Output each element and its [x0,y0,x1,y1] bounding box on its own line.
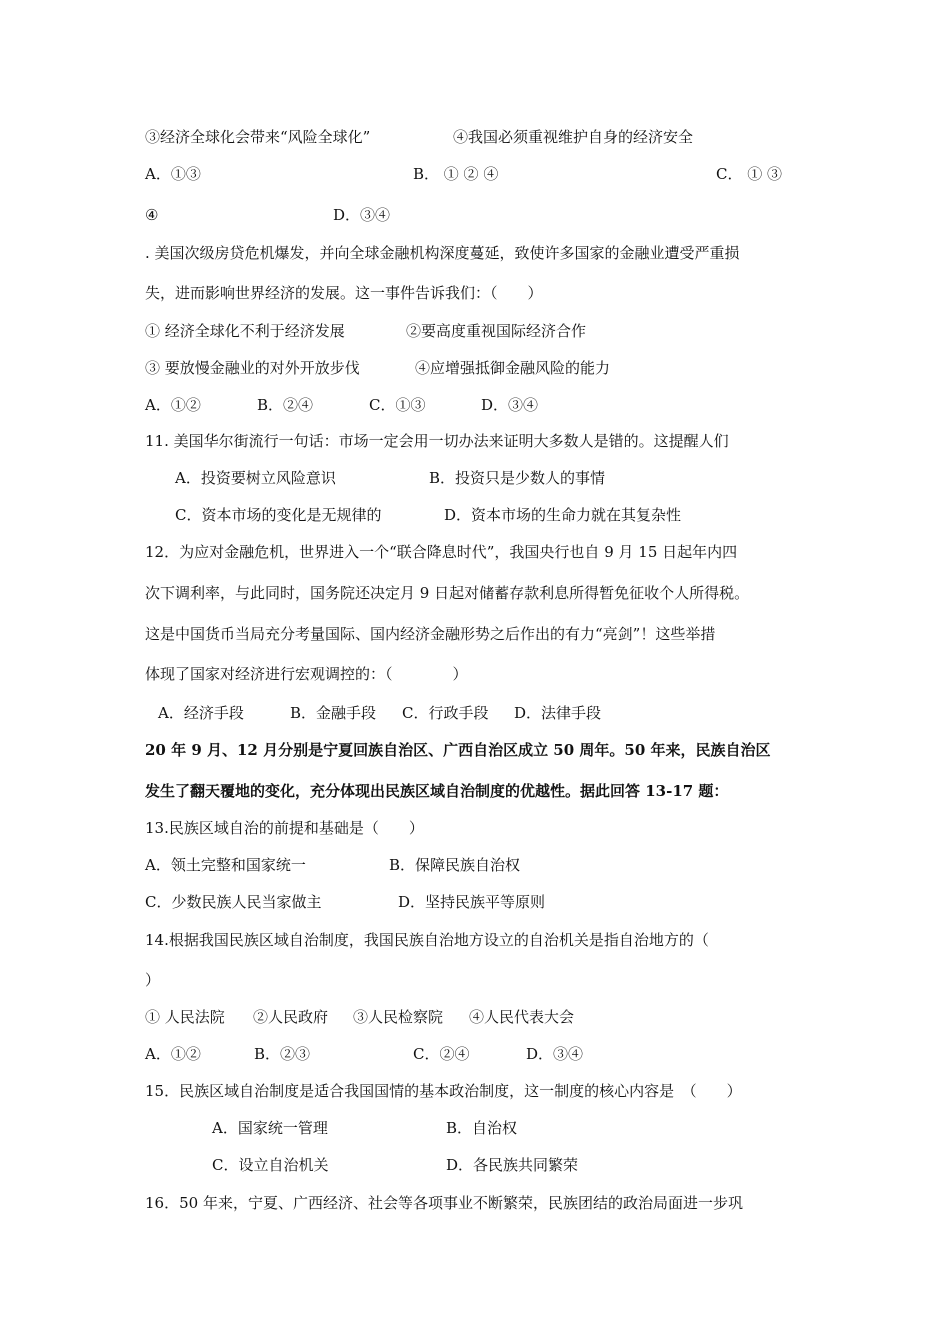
option-c: C．行政手段 [402,704,489,722]
statement: ① 经济全球化不利于经济发展 [145,322,345,340]
option-b: B．投资只是少数人的事情 [429,469,606,487]
statement: ③人民检察院 [353,1008,444,1026]
question-12: 次下调利率，与此同时，国务院还决定月 9 日起对储蓄存款利息所得暂免征收个人所得税。 [145,584,750,602]
option-c: C．①③ [369,396,426,414]
question-12: 12．为应对金融危机，世界进入一个“联合降息时代”，我国央行也自 9 月 15 日起年内四 [145,543,738,561]
option-c: C．②④ [413,1045,470,1063]
option-a: A．投资要树立风险意识 [175,469,336,487]
option-d: D．③④ [333,206,391,224]
option-d: D．③④ [526,1045,584,1063]
option-d: D．坚持民族平等原则 [398,893,546,911]
statement: ④应增强抵御金融风险的能力 [415,359,611,377]
option-d: D．各民族共同繁荣 [446,1156,579,1174]
statement: ②人民政府 [253,1008,329,1026]
option-c-continued: ④ [145,206,159,224]
question-stem: 失，进而影响世界经济的发展。这一事件告诉我们：（ ） [145,284,543,302]
option-b: B． ① ② ④ [413,165,499,183]
option-a: A．经济手段 [158,704,244,722]
question-14: ） [145,971,161,989]
question-15: 15．民族区域自治制度是适合我国国情的基本政治制度，这一制度的核心内容是 （ ） [145,1082,742,1100]
option-b: B．自治权 [446,1119,518,1137]
statement: ④人民代表大会 [469,1008,575,1026]
question-16: 16．50 年来，宁夏、广西经济、社会等各项事业不断繁荣，民族团结的政治局面进一步巩 [145,1194,743,1212]
option-a: A．①② [145,1045,201,1063]
option-c: C．少数民族人民当家做主 [145,893,322,911]
section-intro: 发生了翻天覆地的变化，充分体现出民族区域自治制度的优越性。据此回答 13-17 题： [145,782,729,800]
statement: ① 人民法院 [145,1008,225,1026]
option-a: A．①③ [145,165,201,183]
statement: ③ 要放慢金融业的对外开放步伐 [145,359,360,377]
text-line: ④我国必须重视维护自身的经济安全 [453,128,694,146]
question-12: 体现了国家对经济进行宏观调控的：（ ） [145,665,468,683]
text-line: ③经济全球化会带来“风险全球化” [145,128,371,146]
option-a: A．①② [145,396,201,414]
option-d: D．法律手段 [514,704,602,722]
section-intro: 20 年 9 月、12 月分别是宁夏回族自治区、广西自治区成立 50 周年。50 年来，民族自治区 [145,741,771,759]
option-b: B．金融手段 [290,704,377,722]
statement: ②要高度重视国际经济合作 [406,322,587,340]
option-c: C． ① ③ [716,165,783,183]
option-d: D．③④ [481,396,539,414]
question-stem: . 美国次级房贷危机爆发，并向全球金融机构深度蔓延，致使许多国家的金融业遭受严重损 [145,244,740,262]
question-12: 这是中国货币当局充分考量国际、国内经济金融形势之后作出的有力“亮剑”！这些举措 [145,625,716,643]
option-a: A．国家统一管理 [212,1119,328,1137]
option-b: B．②③ [254,1045,311,1063]
question-11: 11. 美国华尔街流行一句话：市场一定会用一切办法来证明大多数人是错的。这提醒人们 [145,432,729,450]
option-d: D．资本市场的生命力就在其复杂性 [444,506,682,524]
option-c: C．资本市场的变化是无规律的 [175,506,382,524]
option-c: C．设立自治机关 [212,1156,329,1174]
option-a: A．领土完整和国家统一 [145,856,306,874]
option-b: B．保障民族自治权 [389,856,521,874]
question-14: 14.根据我国民族区域自治制度，我国民族自治地方设立的自治机关是指自治地方的（ [145,931,709,949]
option-b: B．②④ [257,396,314,414]
question-13: 13.民族区域自治的前提和基础是（ ） [145,819,424,837]
